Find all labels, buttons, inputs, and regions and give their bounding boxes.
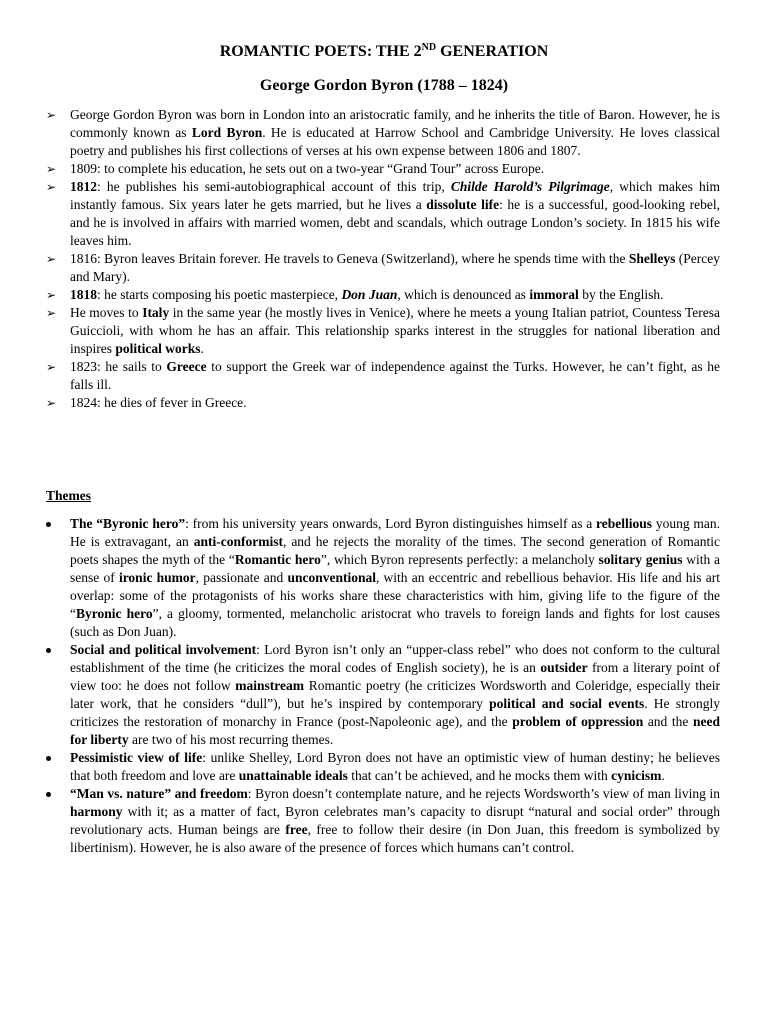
round-bullet-icon	[46, 756, 51, 761]
round-bullet-icon	[46, 792, 51, 797]
arrowhead-bullet-icon: ➢	[46, 288, 57, 302]
arrowhead-bullet-icon: ➢	[46, 162, 57, 176]
bio-item: ➢ 1809: to complete his education, he sets out on a two-year “Grand Tour” across Europe.	[46, 161, 545, 176]
arrowhead-bullet-icon: ➢	[46, 108, 57, 122]
title-superscript: ND	[421, 42, 437, 53]
arrowhead-bullet-icon: ➢	[46, 180, 57, 194]
bio-item: ➢ 1816: Byron leaves Britain forever. He travels to Geneva (Switzerland), where he spends time with the Shelleys (Percey and Mary).	[46, 251, 720, 284]
bio-item: ➢ 1818: he starts composing his poetic masterpiece, Don Juan, which is denounced as immoral by the English.	[46, 287, 664, 302]
bio-item: ➢ 1823: he sails to Greece to support the Greek war of independence against the Turks. However, he can’t fight, as he falls ill.	[46, 359, 721, 392]
bio-item: ➢ 1812: he publishes his semi-autobiographical account of this trip, Childe Harold’s Pilgrimage, which makes him instantly famous. Six years later he gets married, but he lives a dissolute life: he is a successful, good-looking rebel, and he is involved in affairs with married women, debt and scandals, which outrage London’s society. In 1815 his wife leaves him.	[46, 179, 720, 248]
biography-list	[46, 106, 720, 412]
bio-item: ➢ 1824: he dies of fever in Greece.	[46, 395, 247, 410]
round-bullet-icon	[46, 522, 51, 527]
title-main: ROMANTIC POETS: THE 2	[219, 43, 422, 60]
bio-item: ➢ He moves to Italy in the same year (he mostly lives in Venice), where he meets a young Italian patriot, Countess Teresa Guiccioli, with whom he has an affair. This relationship sparks interest in the struggles for national liberation and inspires political works.	[46, 305, 720, 356]
title-end: GENERATION	[436, 43, 549, 60]
arrowhead-bullet-icon: ➢	[46, 396, 57, 410]
arrowhead-bullet-icon: ➢	[46, 360, 57, 374]
theme-item: Social and political involvement: Lord Byron isn’t only an “upper-class rebel” who does not conform to the cultural establishment of the time (he criticizes the moral codes of English society), he is an outsider from a literary point of view too: he does not follow mainstream Romantic poetry (he criticizes Wordsworth and Coleridge, especially their later work, that he considers “dull”), but he’s inspired by contemporary political and social events. He strongly criticizes the restoration of monarchy in France (post-Napoleonic age), and the problem of oppression and the need for liberty are two of his most recurring themes.	[46, 641, 720, 749]
theme-item: Pessimistic view of life: unlike Shelley, Lord Byron does not have an optimistic view of human destiny; he believes that both freedom and love are unattainable ideals that can’t be achieved, and he mocks them with cynicism.	[46, 749, 720, 785]
themes-heading: Themes	[46, 488, 91, 503]
page-title	[0, 42, 768, 62]
arrowhead-bullet-icon: ➢	[46, 252, 57, 266]
round-bullet-icon	[46, 648, 51, 653]
arrowhead-bullet-icon: ➢	[46, 306, 57, 320]
page-subtitle: George Gordon Byron (1788 – 1824)	[259, 77, 509, 94]
themes-list	[46, 515, 720, 857]
theme-item: “Man vs. nature” and freedom: Byron doesn’t contemplate nature, and he rejects Wordsworth’s view of man living in harmony with it; as a matter of fact, Byron celebrates man’s capacity to disrupt “natural and social order” through revolutionary acts. Human beings are free, free to follow their desire (in Don Juan, this freedom is symbolized by libertinism). However, he is also aware of the presence of forces which humans can’t control.	[46, 785, 720, 857]
bio-item: ➢ George Gordon Byron was born in London into an aristocratic family, and he inherits the title of Baron. However, he is commonly known as Lord Byron. He is educated at Harrow School and Cambridge University. He loves classical poetry and publishes his first collections of verses at his own expense between 1806 and 1807.	[46, 107, 721, 158]
theme-item: The “Byronic hero”: from his university years onwards, Lord Byron distinguishes himself as a rebellious young man. He is extravagant, an anti-conformist, and he rejects the morality of the times. The second generation of Romantic poets shapes the myth of the “Romantic hero”, which Byron represents perfectly: a melancholy solitary genius with a sense of ironic humor, passionate and unconventional, with an eccentric and rebellious behavior. His life and his art overlap: some of the protagonists of his works share these characteristics with him, giving life to the figure of the “Byronic hero”, a gloomy, tormented, melancholic aristocrat who travels to foreign lands and fights for lost causes (such as Don Juan).	[46, 515, 720, 641]
